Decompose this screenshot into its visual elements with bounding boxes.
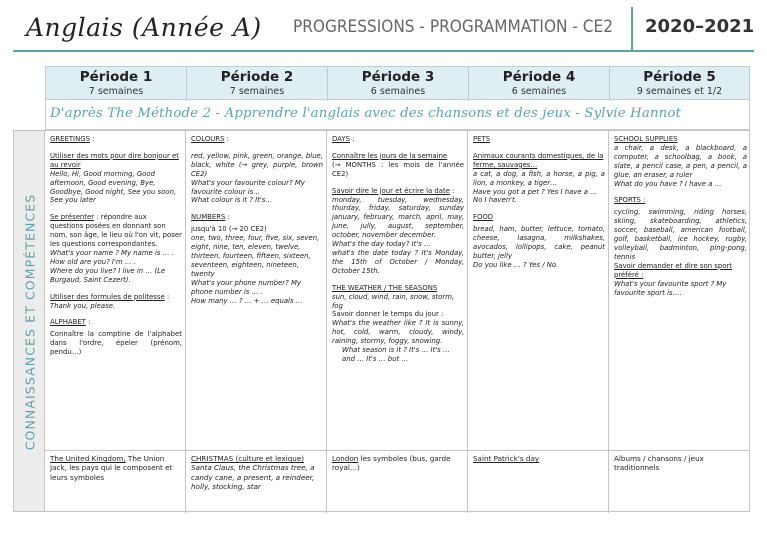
heading-suffix: : [225,213,230,222]
heading-pets: PETS [473,135,491,143]
phrase: Do you like … ? Yes / No. [473,260,559,269]
period-3-content [332,135,464,364]
culture-text: les symboles (bus, garde royal…) [332,454,451,473]
period-3-header [328,67,469,101]
period-4-culture [473,454,605,463]
heading-alphabet: ALPHABET [50,318,86,327]
culture-text: Albums / chansons / jeux traditionnels [614,454,704,473]
heading-presentation: Se présenter [50,213,95,222]
phrase: Where do you live? I live in … (Le Burgaud, Saint Cezert). [50,266,166,284]
period-5-header [610,67,749,101]
period-2-content [191,135,323,305]
phrase: What's your phone number? My phone number is … . [191,278,301,296]
objective-text: Connaître la comptine de l'alphabet dans l'ordre, épeler (prénom, pendu…) [50,330,182,357]
vocab: Hello, Hi, Good morning, Good afternoon, Good evening, Bye, Goodbye, Good night, See you soon, See you later [50,169,177,205]
phrase: What's the weather like ? It is sunny, hot, cold, warm, cloudy, windy, raining, stormy, foggy, snowing. [332,319,464,346]
objective-text: jusqu'à 10 (→ 20 CE2) [191,225,267,234]
title-separator [631,7,633,52]
period-1-column [45,131,186,513]
side-label: CONNAISSANCES ET COMPÉTENCES [22,193,38,451]
heading-date: Savoir dire le jour et écrire la date [332,186,450,195]
period-name: Période 4 [502,69,576,85]
vocab: a cat, a dog, a fish, a horse, a pig, a lion, a monkey, a tiger… [473,169,605,187]
period-weeks: 7 semaines [88,86,144,97]
period-3-culture [332,454,464,473]
culture-topic: London [332,454,359,463]
phrase: What do you have ? I have a … [614,179,722,188]
culture-topic: CHRISTMAS (culture et lexique) [191,454,305,463]
heading-politeness: Utiliser des formules de politesse [50,292,165,301]
heading-school-supplies: SCHOOL SUPPLIES [614,135,678,143]
vocab: one, two, three, four, five, six, seven, eight, nine, ten, eleven, twelve, thirteen, fourteen, fifteen, sixteen, seventeen, eighteen, nineteen, twenty [191,234,320,278]
objective-text: (→ MONTHS : les mois de l'année CE2) [332,160,464,178]
period-4-column [468,131,609,513]
period-weeks: 6 semaines [370,86,426,97]
period-name: Période 3 [361,69,435,85]
school-year: 2020–2021 [645,16,755,37]
objective: Connaître les jours de la semaine [332,151,448,160]
heading-suffix: : [85,318,91,327]
side-column [13,130,45,512]
periods-header [45,66,750,100]
heading-greetings: GREETINGS [50,135,90,143]
objective-text: Savoir donner le temps du jour : [332,310,444,319]
vocab: cycling, swimming, riding horses, skiing, skateboarding, athletics, soccer, baseball, american football, golf, basketball, ice hockey, rugby, volleyball, badminton, ping-pong, tennis [614,208,747,261]
vocab: monday, tuesday, wednesday, thurday, friday, saturday, sunday january, february, march, april, may, june, jully, august, september, october, november december. [332,195,464,240]
heading-weather: THE WEATHER / THE SEASONS [332,283,438,292]
subject-title: Anglais (Année A) [26,13,262,42]
objective: Utiliser des mots pour dire bonjour et au revoir [50,151,179,169]
phrase: How many … ? … + … equals … [191,296,303,305]
heading-suffix: : [164,292,170,301]
period-5-column [609,131,750,513]
phrase: What's the day today? It's … [332,240,431,249]
period-2-culture [191,454,323,492]
title-bar [13,0,754,52]
phrase: What's your name ? My name is … . How old are you? I'm … . [50,248,174,266]
heading-suffix: : [349,135,355,143]
objective: Savoir demander et dire son sport préféré : [614,261,732,279]
period-4-content [473,135,605,270]
culture-text: The Union Jack, les pays qui le composent et leurs symboles [50,454,173,482]
heading-food: FOOD [473,213,494,222]
period-weeks: 7 semaines [229,86,285,97]
heading-suffix: : [89,135,95,143]
objective: Animaux courants domestiques, de la ferme, sauvages… [473,151,604,169]
heading-days: DAYS [332,135,350,143]
vocab: sun, cloud, wind, rain, snow, storm, fog [332,292,455,310]
phrase: What's your favourite sport ? My favourite sport is…. [614,279,727,297]
heading-numbers: NUMBERS [191,213,226,222]
period-name: Période 1 [79,69,153,85]
period-3-column [327,131,468,513]
heading-suffix: : [449,186,455,195]
phrase: What's your favourite colour? My favourite colour is… [191,178,305,196]
period-1-header [46,67,187,101]
vocab: a chair, a desk, a blackboard, a computer, a schoolbag, a book, a slate, a pencil case, a pen, a pencil, a glue, an eraser, a ruler [614,143,747,179]
period-5-culture [614,454,747,473]
table-body [45,130,750,512]
period-name: Période 2 [220,69,294,85]
heading-sports: SPORTS : [614,196,646,205]
period-2-header [187,67,328,101]
phrase: What colour is it ? It's… [191,196,273,205]
culture-topic: The United Kingdom, [50,454,126,463]
culture-text: Santa Claus, the Christmas tree, a candy cane, a present, a reindeer, holly, stocking, star [191,463,315,492]
method-subtitle: D'après The Méthode 2 - Apprendre l'anglais avec des chansons et des jeux - Sylvie Hannot [45,100,750,130]
phrase: Thank you, please. [50,301,116,310]
phrase: Have you got a pet ? Yes I have a …No I haven't. [473,187,598,205]
vocab: bread, ham, butter, lettuce, tomato, cheese, lasagna, milkshakes, avocados, lollipops, cake, peanut butter, jelly [473,225,605,260]
objective-text: : répondre aux questions posées en donnant son nom, son âge, le lieu où l'on vit, poser les questions correspondantes. [50,213,182,249]
phrase: What season is it ? It's … It's … and … It's … but … [342,346,450,363]
culture-topic: Saint Patrick's day [473,454,540,463]
progression-table [13,66,750,512]
period-name: Période 5 [643,69,716,85]
period-weeks: 6 semaines [511,86,567,97]
period-1-content [50,135,182,357]
period-4-header [469,67,610,101]
period-1-culture [50,454,182,482]
period-2-column [186,131,327,513]
heading-colours: COLOURS [191,135,225,143]
period-weeks: 9 semaines et 1/2 [636,86,723,97]
vocab: red, yellow, pink, green, orange, blue, black, white (→ grey, purple, brown CE2) [191,151,323,178]
period-5-content [614,135,747,297]
heading-suffix: : [224,135,229,143]
document-title: PROGRESSIONS - PROGRAMMATION - CE2 [293,17,613,36]
phrase: what's the date today ? It's Monday, the 15th of October / Monday, October 15th. [332,248,464,275]
